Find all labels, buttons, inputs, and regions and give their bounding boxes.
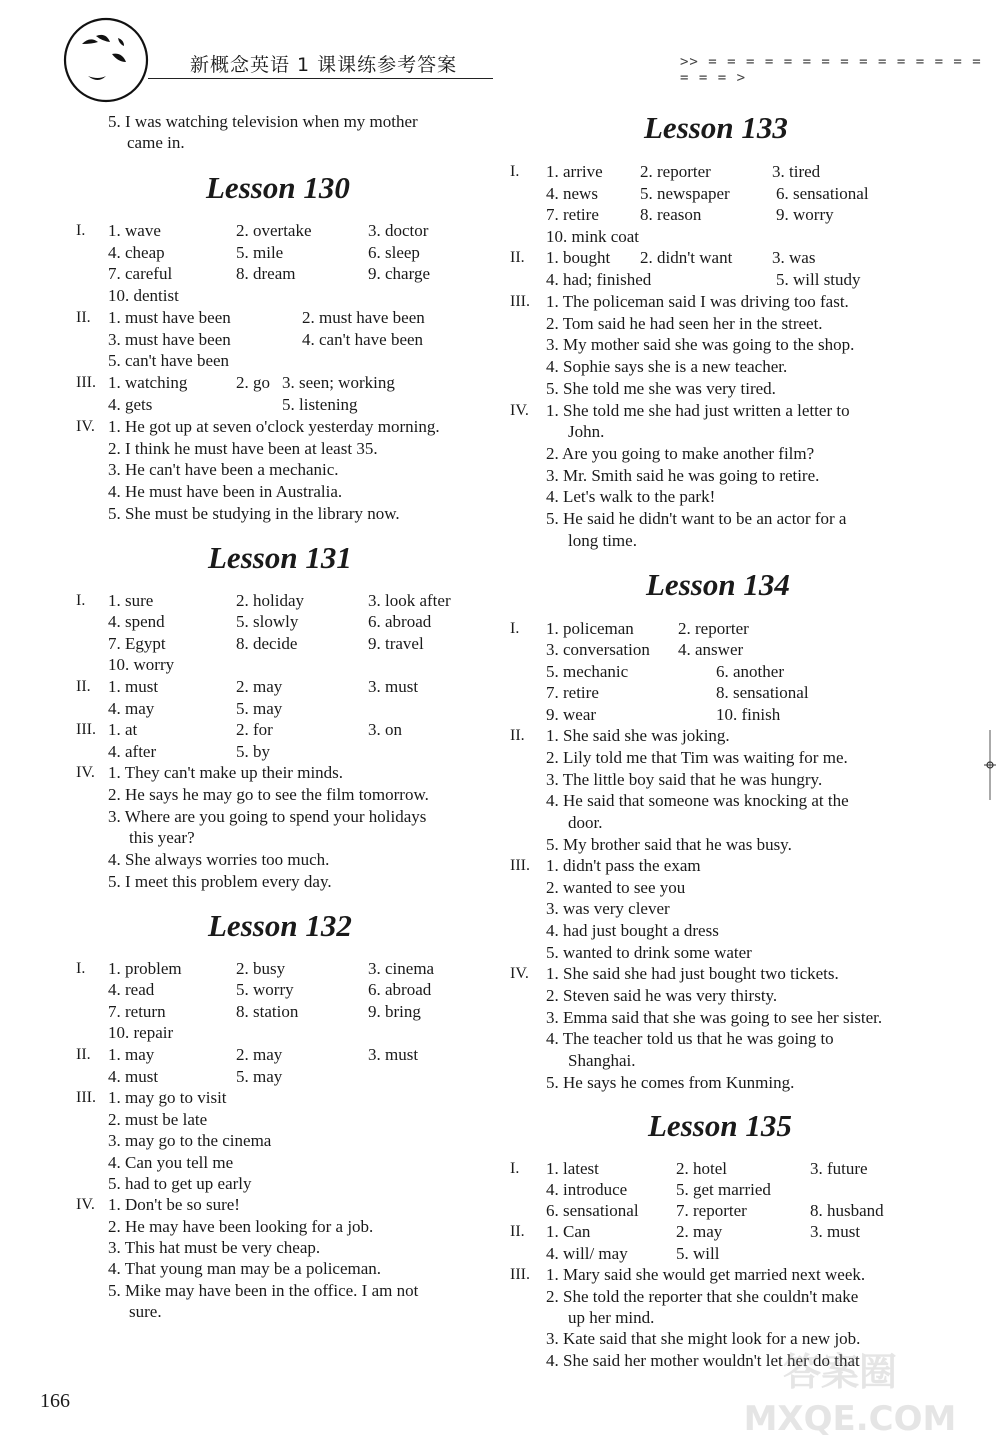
answer-line: 4. Sophie says she is a new teacher. (546, 357, 788, 376)
answer-line: 4. Let's walk to the park! (546, 487, 716, 506)
section-roman: II. (76, 309, 91, 326)
answer-item: 1. bought (546, 248, 611, 267)
answer-item: 7. reporter (676, 1201, 747, 1220)
answer-item: 3. conversation (546, 640, 650, 659)
answer-item: 2. may (236, 1045, 283, 1064)
answer-item: 3. must have been (108, 330, 231, 349)
answer-line: door. (568, 813, 603, 832)
answer-item: 4. gets (108, 395, 153, 414)
answer-line: 2. Steven said he was very thirsty. (546, 986, 778, 1005)
answer-item: 10. worry (108, 655, 175, 674)
answer-item: 4. after (108, 742, 157, 761)
answer-item: 6. sleep (368, 243, 420, 262)
answer-line: 3. The little boy said that he was hungry. (546, 770, 823, 789)
answer-item: 4. can't have been (302, 330, 424, 349)
answer-item: 8. sensational (716, 683, 809, 702)
answer-line: 5. My brother said that he was busy. (546, 835, 792, 854)
answer-item: 9. charge (368, 264, 430, 283)
answer-item: 3. tired (772, 162, 821, 181)
answer-line: long time. (568, 531, 637, 550)
answer-item: 6. sensational (546, 1201, 639, 1220)
answer-item: 2. go (236, 373, 270, 392)
answer-item: 7. Egypt (108, 634, 166, 653)
answer-item: 1. arrive (546, 162, 603, 181)
answer-line: this year? (129, 828, 195, 847)
answer-line: 5. wanted to drink some water (546, 943, 752, 962)
answer-item: 9. wear (546, 705, 597, 724)
answer-item: 4. introduce (546, 1180, 628, 1199)
answer-item: 7. careful (108, 264, 173, 283)
section-roman: III. (76, 1089, 96, 1106)
section-roman: II. (510, 727, 525, 744)
answer-line: 3. This hat must be very cheap. (108, 1238, 321, 1257)
answer-line: 3. He can't have been a mechanic. (108, 460, 339, 479)
section-roman: I. (76, 592, 86, 609)
answer-item: 5. can't have been (108, 351, 230, 370)
answer-item: 3. seen; working (282, 373, 395, 392)
answer-line: 4. She always worries too much. (108, 850, 330, 869)
answer-item: 2. must have been (302, 308, 425, 327)
header-logo-emblem (62, 14, 150, 106)
answer-item: 1. problem (108, 959, 182, 978)
answer-item: 8. husband (810, 1201, 884, 1220)
section-roman: IV. (510, 402, 529, 419)
section-roman: IV. (510, 965, 529, 982)
answer-item: 4. spend (108, 612, 165, 631)
answer-item: 7. retire (546, 683, 599, 702)
answer-item: 9. bring (368, 1002, 421, 1021)
answer-line: 3. My mother said she was going to the shop. (546, 335, 855, 354)
answer-item: 8. decide (236, 634, 298, 653)
section-roman: IV. (76, 764, 95, 781)
answer-line: 5. I meet this problem every day. (108, 872, 332, 891)
answer-line: 3. Where are you going to spend your holidays (108, 807, 427, 826)
answer-item: 6. abroad (368, 612, 432, 631)
answer-line: sure. (129, 1302, 162, 1321)
section-roman: I. (76, 222, 86, 239)
answer-item: 3. doctor (368, 221, 429, 240)
answer-line: 5. He says he comes from Kunming. (546, 1073, 795, 1092)
answer-item: 5. will (676, 1244, 720, 1263)
answer-item: 6. abroad (368, 980, 432, 999)
answer-line: 2. He may have been looking for a job. (108, 1217, 374, 1236)
section-roman: IV. (76, 1196, 95, 1213)
section-roman: III. (76, 721, 96, 738)
carryover-line: came in. (127, 133, 185, 152)
header-rule (148, 78, 493, 79)
answer-item: 9. travel (368, 634, 424, 653)
answer-item: 5. by (236, 742, 270, 761)
answer-item: 10. dentist (108, 286, 179, 305)
section-roman: III. (76, 374, 96, 391)
answer-item: 8. reason (640, 205, 702, 224)
section-roman: I. (510, 1160, 520, 1177)
header-arrows-decoration: >> = = = = = = = = = = = = = = = = = = > (680, 54, 982, 86)
answer-item: 1. sure (108, 591, 154, 610)
answer-item: 4. may (108, 699, 155, 718)
answer-line: 4. The teacher told us that he was going to (546, 1029, 834, 1048)
section-roman: I. (76, 960, 86, 977)
answer-line: 4. He must have been in Australia. (108, 482, 343, 501)
answer-item: 2. busy (236, 959, 286, 978)
answer-line: 3. Mr. Smith said he was going to retire. (546, 466, 820, 485)
answer-item: 1. latest (546, 1159, 599, 1178)
answer-line: 5. He said he didn't want to be an actor for a (546, 509, 847, 528)
lesson-130-title: Lesson 130 (206, 170, 350, 205)
answer-item: 6. sensational (776, 184, 869, 203)
answer-line: 3. Emma said that she was going to see her sister. (546, 1008, 883, 1027)
lesson-135-title: Lesson 135 (648, 1108, 792, 1143)
section-roman: I. (510, 163, 520, 180)
section-roman: II. (510, 1223, 525, 1240)
answer-item: 4. will/ may (546, 1244, 628, 1263)
answer-item: 9. worry (776, 205, 834, 224)
answer-line: 2. He says he may go to see the film tomorrow. (108, 785, 429, 804)
answer-line: 5. Mike may have been in the office. I am not (108, 1281, 419, 1300)
answer-item: 1. must (108, 677, 159, 696)
answer-line: 5. had to get up early (108, 1174, 252, 1193)
answer-line: 1. She said she was joking. (546, 726, 730, 745)
answer-item: 5. listening (282, 395, 358, 414)
answer-line: 4. He said that someone was knocking at the (546, 791, 849, 810)
answer-line: 2. Are you going to make another film? (546, 444, 815, 463)
answer-line: 1. She said she had just bought two tickets. (546, 964, 839, 983)
answer-line: 1. may go to visit (108, 1088, 227, 1107)
answer-line: 1. Mary said she would get married next week. (546, 1265, 866, 1284)
section-roman: II. (76, 1046, 91, 1063)
answer-item: 7. return (108, 1002, 166, 1021)
watermark-bottom: MXQE.COM (743, 1399, 957, 1439)
answer-item: 6. another (716, 662, 784, 681)
answer-item: 10. finish (716, 705, 781, 724)
answer-line: 2. Tom said he had seen her in the street. (546, 314, 823, 333)
answer-item: 5. mechanic (546, 662, 629, 681)
answer-item: 2. may (676, 1222, 723, 1241)
answer-item: 5. slowly (236, 612, 299, 631)
answer-item: 4. cheap (108, 243, 165, 262)
answer-item: 7. retire (546, 205, 599, 224)
section-roman: III. (510, 857, 530, 874)
answer-line: 1. She told me she had just written a letter to (546, 401, 850, 420)
answer-line: 5. She must be studying in the library now. (108, 504, 400, 523)
answer-item: 1. watching (108, 373, 188, 392)
answer-line: Shanghai. (568, 1051, 636, 1070)
answer-item: 3. future (810, 1159, 868, 1178)
answer-line: 4. That young man may be a policeman. (108, 1259, 382, 1278)
answer-line: 1. He got up at seven o'clock yesterday morning. (108, 417, 440, 436)
answer-item: 2. for (236, 720, 273, 739)
answer-line: 2. I think he must have been at least 35. (108, 439, 378, 458)
answer-line: John. (568, 422, 605, 441)
answer-item: 1. must have been (108, 308, 231, 327)
answer-line: 4. Can you tell me (108, 1153, 234, 1172)
answer-line: 1. Don't be so sure! (108, 1195, 240, 1214)
answer-item: 4. must (108, 1067, 159, 1086)
header-title: 新概念英语 1 课课练参考答案 (190, 54, 458, 76)
answer-item: 3. was (772, 248, 816, 267)
answer-item: 5. get married (676, 1180, 771, 1199)
answer-item: 3. must (368, 677, 419, 696)
answer-line: 2. wanted to see you (546, 878, 686, 897)
answer-item: 5. newspaper (640, 184, 730, 203)
answer-line: 4. had just bought a dress (546, 921, 719, 940)
answer-item: 2. didn't want (640, 248, 733, 267)
answer-item: 5. may (236, 699, 283, 718)
section-roman: III. (510, 1266, 530, 1283)
answer-item: 5. will study (776, 270, 861, 289)
answer-line: 2. Lily told me that Tim was waiting for me. (546, 748, 848, 767)
answer-item: 2. reporter (640, 162, 711, 181)
answer-line: up her mind. (568, 1308, 655, 1327)
answer-line: 3. was very clever (546, 899, 670, 918)
lesson-132-title: Lesson 132 (208, 908, 352, 943)
section-roman: I. (510, 620, 520, 637)
section-roman: III. (510, 293, 530, 310)
answer-item: 1. policeman (546, 619, 634, 638)
section-roman: II. (76, 678, 91, 695)
answer-item: 10. mink coat (546, 227, 640, 246)
watermark-top: 答案圈 (782, 1350, 898, 1394)
answer-item: 4. read (108, 980, 155, 999)
section-roman: II. (510, 249, 525, 266)
lesson-131-title: Lesson 131 (208, 540, 352, 575)
page-number: 166 (40, 1390, 70, 1412)
answer-line: 3. may go to the cinema (108, 1131, 272, 1150)
binding-mark-icon (984, 730, 996, 800)
answer-item: 2. reporter (678, 619, 749, 638)
answer-item: 4. news (546, 184, 598, 203)
watermark-logo (700, 1340, 990, 1440)
answer-item: 10. repair (108, 1023, 174, 1042)
answer-line: 5. She told me she was very tired. (546, 379, 776, 398)
answer-item: 5. worry (236, 980, 294, 999)
answer-item: 1. may (108, 1045, 155, 1064)
answer-item: 2. overtake (236, 221, 312, 240)
lesson-133-title: Lesson 133 (644, 110, 788, 145)
answer-item: 4. had; finished (546, 270, 652, 289)
answer-item: 2. may (236, 677, 283, 696)
answer-item: 3. cinema (368, 959, 435, 978)
answer-item: 5. mile (236, 243, 284, 262)
answer-line: 2. She told the reporter that she couldn't make (546, 1287, 859, 1306)
answer-item: 3. look after (368, 591, 451, 610)
answer-item: 1. at (108, 720, 138, 739)
lesson-134-title: Lesson 134 (646, 567, 790, 602)
answer-line: 4. She said her mother wouldn't let her do that (546, 1351, 860, 1370)
answer-line: 1. didn't pass the exam (546, 856, 701, 875)
answer-item: 4. answer (678, 640, 744, 659)
answer-item: 3. must (368, 1045, 419, 1064)
answer-item: 8. station (236, 1002, 299, 1021)
answer-item: 3. on (368, 720, 402, 739)
answer-item: 2. holiday (236, 591, 304, 610)
answer-item: 1. wave (108, 221, 161, 240)
answer-item: 1. Can (546, 1222, 591, 1241)
answer-item: 8. dream (236, 264, 296, 283)
answer-item: 3. must (810, 1222, 861, 1241)
answer-line: 3. Kate said that she might look for a new job. (546, 1329, 861, 1348)
carryover-line: 5. I was watching television when my mother (108, 112, 418, 131)
answer-item: 5. may (236, 1067, 283, 1086)
answer-line: 1. The policeman said I was driving too fast. (546, 292, 849, 311)
answer-line: 2. must be late (108, 1110, 208, 1129)
answer-item: 2. hotel (676, 1159, 727, 1178)
section-roman: IV. (76, 418, 95, 435)
answer-line: 1. They can't make up their minds. (108, 763, 344, 782)
